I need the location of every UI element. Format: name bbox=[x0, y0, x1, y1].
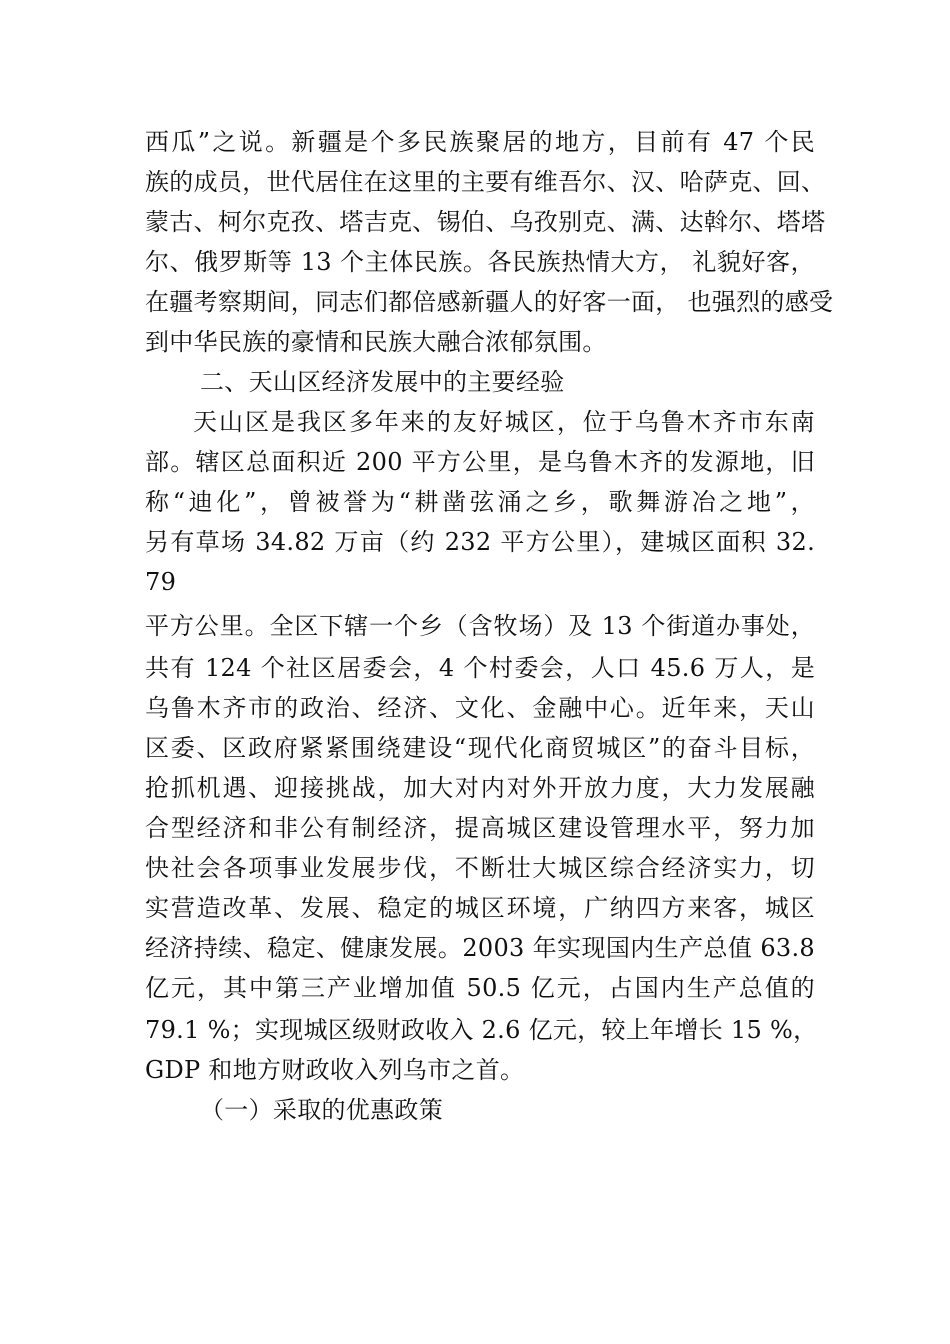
body-text-line: 经济持续、稳定、健康发展。2003 年实现国内生产总值 63.8 bbox=[145, 934, 815, 962]
body-text-line: 西瓜”之说。新疆是个多民族聚居的地方，目前有 47 个民 bbox=[145, 128, 815, 156]
body-text-line: 79.1 %；实现城区级财政收入 2.6 亿元，较上年增长 15 %， bbox=[145, 1016, 818, 1044]
body-text-line: 实营造改革、发展、稳定的城区环境，广纳四方来客，城区 bbox=[145, 894, 815, 922]
body-text-line: 另有草场 34.82 万亩（约 232 平方公里），建城区面积 32. bbox=[145, 528, 815, 556]
subsection-heading: （一）采取的优惠政策 bbox=[200, 1096, 443, 1124]
body-text-line: 快社会各项事业发展步伐，不断壮大城区综合经济实力，切 bbox=[145, 854, 815, 882]
body-text-line: 族的成员，世代居住在这里的主要有维吾尔、汉、哈萨克、回、 bbox=[145, 168, 826, 196]
body-text-line: 尔、俄罗斯等 13 个主体民族。各民族热情大方， 礼貌好客， bbox=[145, 248, 815, 276]
body-text-line: 蒙古、柯尔克孜、塔吉克、锡伯、乌孜别克、满、达斡尔、塔塔 bbox=[145, 208, 826, 236]
body-text-line: 称“迪化”，曾被誉为“耕凿弦涌之乡，歌舞游冶之地”， bbox=[145, 488, 815, 516]
section-heading: 二、天山区经济发展中的主要经验 bbox=[200, 368, 565, 396]
body-text-line: 区委、区政府紧紧围绕建设“现代化商贸城区”的奋斗目标， bbox=[145, 734, 815, 762]
body-text-line: GDP 和地方财政收入列乌市之首。 bbox=[145, 1056, 525, 1084]
body-text-line: 乌鲁木齐市的政治、经济、文化、金融中心。近年来，天山 bbox=[145, 694, 815, 722]
body-text-line: 部。辖区总面积近 200 平方公里，是乌鲁木齐的发源地，旧 bbox=[145, 448, 815, 476]
body-text-line: 天山区是我区多年来的友好城区，位于乌鲁木齐市东南 bbox=[193, 408, 815, 436]
body-text-line: 在疆考察期间，同志们都倍感新疆人的好客一面， 也强烈的感受 bbox=[145, 288, 834, 316]
body-text-line: 平方公里。全区下辖一个乡（含牧场）及 13 个街道办事处， bbox=[145, 612, 815, 640]
body-text-line: 抢抓机遇、迎接挑战，加大对内对外开放力度，大力发展融 bbox=[145, 774, 815, 802]
body-text-line: 合型经济和非公有制经济，提高城区建设管理水平，努力加 bbox=[145, 814, 815, 842]
body-text-line: 亿元，其中第三产业增加值 50.5 亿元，占国内生产总值的 bbox=[145, 974, 815, 1002]
body-text-line: 到中华民族的豪情和民族大融合浓郁氛围。 bbox=[145, 328, 607, 356]
body-text-line: 共有 124 个社区居委会，4 个村委会，人口 45.6 万人，是 bbox=[145, 654, 815, 682]
body-text-line: 79 bbox=[145, 568, 177, 596]
